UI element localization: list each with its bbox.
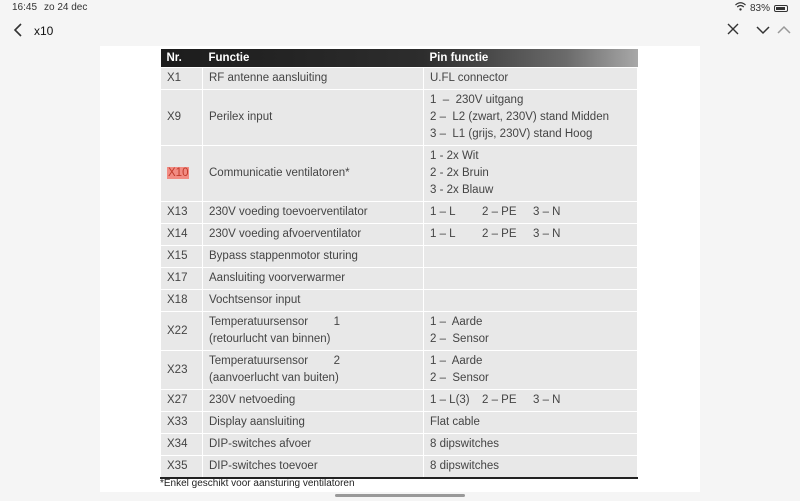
cell-nr-text: X18 — [167, 294, 188, 306]
table-row — [161, 202, 638, 224]
cell-nr — [161, 90, 203, 146]
cell-nr — [161, 290, 203, 312]
table-row — [161, 412, 638, 434]
cell-pin-part: 1 – L — [430, 206, 456, 218]
cell-functie-line: Temperatuursensor 1 — [209, 316, 341, 328]
table-row — [161, 224, 638, 246]
cell-nr-text: X35 — [167, 460, 188, 472]
cell-pin-line: 2 – Sensor — [430, 333, 489, 345]
cell-nr — [161, 224, 203, 246]
cell-nr-text: X27 — [167, 394, 188, 406]
cell-nr-text: X22 — [167, 324, 188, 337]
cell-pin-part: 2 – PE — [482, 228, 517, 240]
cell-pin-line: U.FL connector — [430, 72, 509, 84]
cell-pin-functie — [424, 68, 638, 90]
cell-pin-functie — [424, 146, 638, 202]
cell-pin-functie — [424, 434, 638, 456]
cell-nr — [161, 456, 203, 479]
cell-functie: DIP-switches afvoer — [203, 434, 424, 456]
cell-pin-functie — [424, 412, 638, 434]
cell-functie: DIP-switches toevoer — [203, 456, 424, 479]
cell-functie: Perilex input — [203, 90, 424, 146]
cell-pin-line: Flat cable — [430, 416, 480, 428]
chevron-up-icon[interactable] — [777, 22, 791, 40]
cell-pin-line: 3 – L1 (grijs, 230V) stand Hoog — [430, 128, 593, 140]
cell-pin-line: 2 - 2x Bruin — [430, 167, 489, 179]
cell-pin-part: 1 – L(3) — [430, 394, 470, 406]
cell-nr-text: X13 — [167, 206, 188, 218]
cell-pin-functie — [424, 268, 638, 290]
cell-nr-text: X1 — [167, 72, 182, 84]
table-row — [161, 312, 638, 351]
cell-nr — [161, 351, 203, 390]
cell-nr — [161, 68, 203, 90]
table-row — [161, 90, 638, 146]
cell-pin-functie — [424, 456, 638, 479]
status-time: 16:45 — [12, 2, 38, 13]
header-pin-functie: Pin functie — [429, 52, 489, 64]
cell-functie — [203, 351, 424, 390]
cell-nr — [161, 146, 203, 202]
cell-pin-functie — [424, 90, 638, 146]
cell-nr-text: X17 — [167, 272, 188, 284]
cell-nr-text: X10 — [168, 167, 189, 179]
cell-pin-functie — [424, 290, 638, 312]
cell-nr — [161, 390, 203, 412]
cell-functie: 230V voeding afvoerventilator — [203, 224, 424, 246]
cell-functie-line: (retourlucht van binnen) — [209, 333, 331, 345]
cell-pin-functie — [424, 202, 638, 224]
cell-pin-part: 2 – PE — [482, 206, 517, 218]
cell-pin-line: 8 dipswitches — [430, 438, 500, 450]
chevron-left-icon[interactable] — [10, 22, 26, 40]
cell-nr-text: X33 — [167, 416, 188, 428]
cell-functie-line: Temperatuursensor 2 — [209, 355, 341, 367]
table-row — [161, 146, 638, 202]
cell-nr-text: X23 — [167, 363, 188, 376]
cell-nr-text: X15 — [167, 250, 188, 262]
cell-pin-part: 1 – L — [430, 228, 456, 240]
cell-pin-line: 1 - 2x Wit — [430, 150, 479, 162]
table-row — [161, 351, 638, 390]
cell-functie: Aansluiting voorverwarmer — [203, 268, 424, 290]
cell-nr — [161, 312, 203, 351]
table-row — [161, 290, 638, 312]
footnote: *Enkel geschikt voor aansturing ventilatoren — [160, 478, 355, 489]
wifi-icon — [735, 2, 746, 14]
cell-nr-text: X14 — [167, 228, 188, 240]
cell-pin-part: 3 – N — [533, 228, 561, 240]
table-row — [161, 268, 638, 290]
cell-functie: Display aansluiting — [203, 412, 424, 434]
battery-icon — [774, 5, 788, 12]
cell-nr-text: X9 — [167, 111, 182, 123]
home-indicator — [335, 494, 465, 497]
cell-pin-functie — [424, 351, 638, 390]
cell-nr — [161, 434, 203, 456]
table-row — [161, 246, 638, 268]
table-row — [161, 68, 638, 90]
cell-pin-functie — [424, 246, 638, 268]
table-row — [161, 434, 638, 456]
cell-functie: Communicatie ventilatoren* — [203, 146, 424, 202]
find-query-input[interactable]: x10 — [34, 24, 54, 38]
cell-pin-functie — [424, 312, 638, 351]
status-bar — [0, 0, 800, 16]
cell-pin-line: 1 – 230V uitgang — [430, 94, 524, 106]
table-row — [161, 456, 638, 479]
cell-pin-line: 3 - 2x Blauw — [430, 184, 494, 196]
connector-table — [160, 49, 638, 479]
battery-percent: 83% — [749, 2, 770, 14]
table-header-row — [161, 49, 638, 68]
cell-functie: RF antenne aansluiting — [203, 68, 424, 90]
cell-nr — [161, 268, 203, 290]
cell-pin-part: 3 – N — [533, 394, 561, 406]
cell-functie: 230V netvoeding — [203, 390, 424, 412]
cell-pin-line: 2 – Sensor — [430, 372, 489, 384]
cell-nr-text: X34 — [167, 438, 188, 450]
document-page — [100, 46, 700, 492]
cell-functie: Vochtsensor input — [203, 290, 424, 312]
cell-functie: 230V voeding toevoerventilator — [203, 202, 424, 224]
cell-functie — [203, 312, 424, 351]
cell-pin-line: 1 – Aarde — [430, 316, 483, 328]
cell-nr — [161, 246, 203, 268]
cell-pin-part: 2 – PE — [482, 394, 517, 406]
cell-pin-functie — [424, 224, 638, 246]
cell-nr — [161, 202, 203, 224]
close-icon[interactable] — [727, 22, 739, 40]
cell-pin-line: 1 – Aarde — [430, 355, 483, 367]
status-right — [735, 2, 788, 14]
cell-pin-line: 2 – L2 (zwart, 230V) stand Midden — [430, 111, 609, 123]
cell-pin-part: 3 – N — [533, 206, 561, 218]
cell-pin-functie — [424, 390, 638, 412]
header-nr: Nr. — [166, 52, 182, 64]
find-bar — [0, 16, 800, 48]
status-date: zo 24 dec — [44, 2, 88, 13]
cell-pin-line: 8 dipswitches — [430, 460, 500, 472]
header-functie: Functie — [208, 52, 250, 64]
cell-nr — [161, 412, 203, 434]
chevron-down-icon[interactable] — [756, 22, 770, 40]
table-row — [161, 390, 638, 412]
cell-functie-line: (aanvoerlucht van buiten) — [209, 372, 339, 384]
cell-functie: Bypass stappenmotor sturing — [203, 246, 424, 268]
